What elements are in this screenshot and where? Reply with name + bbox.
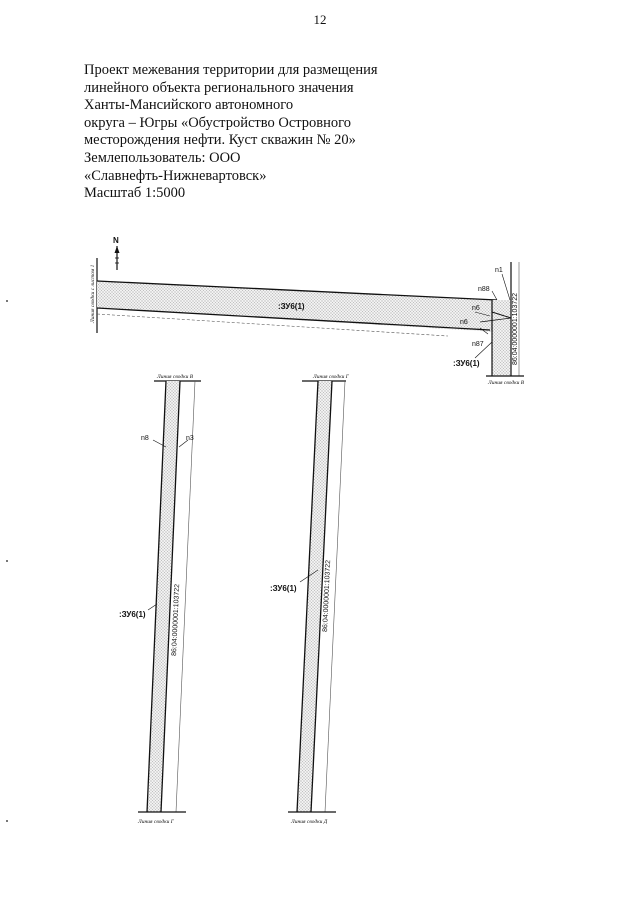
match-line-label-g-bottom: Линия сводки Г xyxy=(138,819,174,825)
match-line-label-v-bottom: Линия сводки В xyxy=(488,380,525,386)
page-number: 12 xyxy=(313,12,327,27)
scale-line: Масштаб 1:5000 xyxy=(84,185,186,202)
title-line-4: округа – Югры «Обустройство Островного xyxy=(84,114,351,131)
title-line-5: месторождения нефти. Куст скважин № 20» xyxy=(84,132,356,149)
cadastral-number-right: 86:04:0000001:103722 xyxy=(322,559,333,633)
land-user-line-1: Землепользователь: ООО xyxy=(84,149,241,166)
cadastral-number-left: 86:04:0000001:103722 xyxy=(171,583,182,657)
match-line-label-g-top: Линия сводки Г xyxy=(313,374,349,380)
parcel-label-right: :ЗУ6(1) xyxy=(270,584,297,593)
point-label-n3: n3 xyxy=(186,435,194,442)
cadastral-number-top: 86:04:0000001:103722 xyxy=(512,292,519,365)
title-line-2: линейного объекта регионального значения xyxy=(84,79,354,96)
point-label-n88: n88 xyxy=(478,286,490,293)
top-section xyxy=(89,258,525,386)
point-label-n6: n6 xyxy=(472,305,480,312)
point-label-n1: n1 xyxy=(495,267,503,274)
match-line-label-v-top: Линия сводки В xyxy=(157,374,194,380)
land-user-line-2: «Славнефть-Нижневартовск» xyxy=(84,167,267,184)
point-label-n87: n87 xyxy=(472,341,484,348)
point-label-n8: n8 xyxy=(141,435,149,442)
point-label-n6-second: n6 xyxy=(460,319,468,326)
match-line-label-d-bottom: Линия сводки Д xyxy=(291,819,328,825)
title-line-1: Проект межевания территории для размещения xyxy=(84,62,378,78)
parcel-label-top: :ЗУ6(1) xyxy=(278,302,305,311)
north-arrow-icon xyxy=(115,246,120,270)
north-label: N xyxy=(113,236,119,245)
parcel-label-corner: :ЗУ6(1) xyxy=(453,359,480,368)
match-line-label-sheet1: Линия сводки с листом 1 xyxy=(90,264,96,323)
title-line-3: Ханты-Мансийского автономного xyxy=(84,97,294,114)
left-section xyxy=(119,373,201,825)
right-section xyxy=(270,373,350,825)
parcel-label-left: :ЗУ6(1) xyxy=(119,610,146,619)
